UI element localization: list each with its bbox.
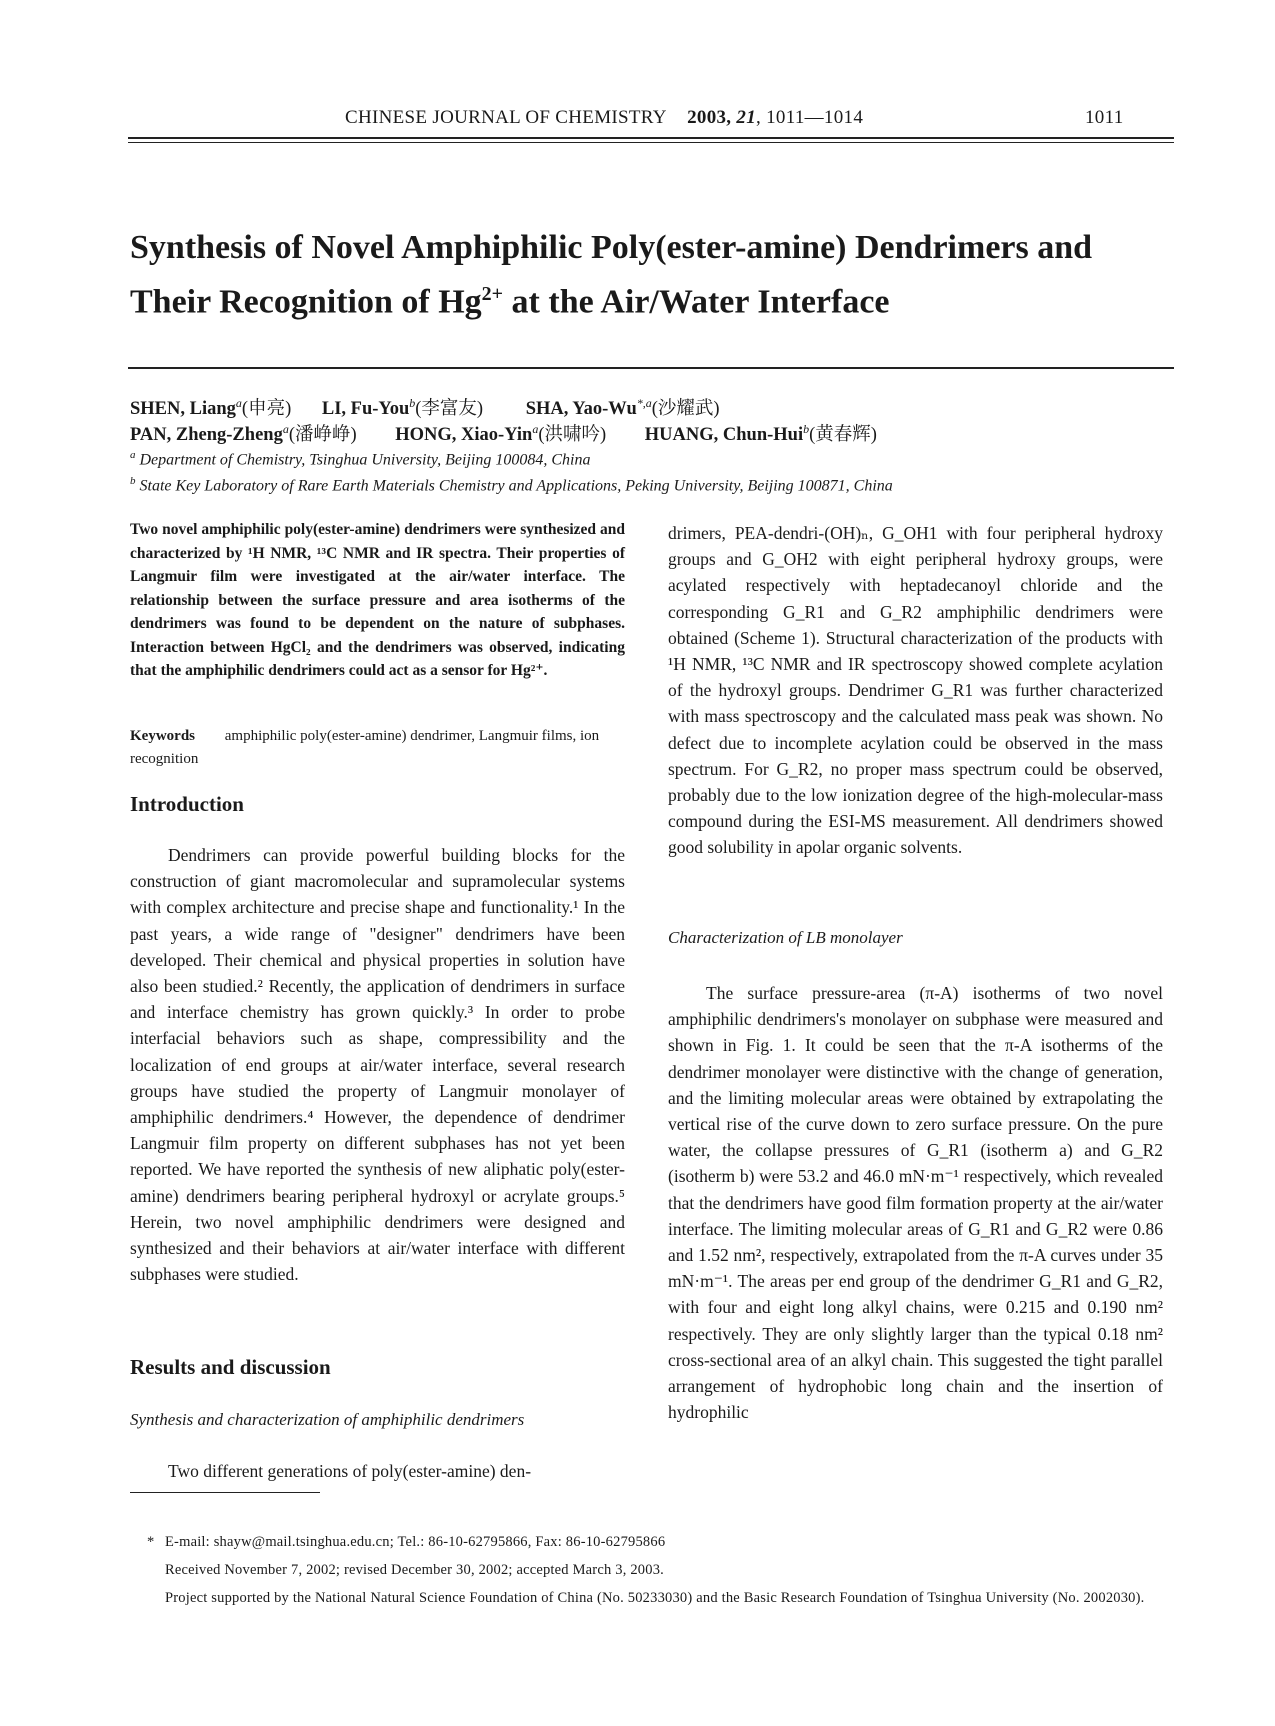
footnote-email-text: E-mail: shayw@mail.tsinghua.edu.cn; Tel.: 86-10-62795866, Fax: 86-10-62795866 [165,1534,666,1550]
keywords [130,725,625,771]
results-heading: Results and discussion [130,1355,331,1379]
introduction-heading: Introduction [130,792,244,816]
author-chinese-name: (沙耀武) [651,399,720,420]
footnote-received: Received November 7, 2002; revised December 30, 2002; accepted March 3, 2003. [165,1562,664,1578]
synthesis-body-continued: drimers, PEA-dendri-(OH)ₙ, G_OH1 with four peripheral hydroxy groups and G_OH2 with eight peripheral hydroxy groups, were acylated respectively with heptadecanoyl chloride and the corresponding G_R1 and G_R2 amphiphilic dendrimers were obtained (Scheme 1). Structural characterization of the products with ¹H NMR, ¹³C NMR and IR spectroscopy showed complete acylation of the hydroxyl groups. Dendrimer G_R1 was further characterized with mass spectroscopy and the calculated mass peak was shown. No defect due to incomplete acylation could be observed in the mass spectrum. For G_R2, no proper mass spectrum could be observed, probably due to the low ionization degree of the high-molecular-mass compound during the ESI-MS measurement. All dendrimers showed good solubility in apolar organic solvents. [668,523,1163,858]
title-line-2-a: Their Recognition of Hg [130,283,482,321]
subsection-synthesis-heading: Synthesis and characterization of amphiphilic dendrimers [130,1410,525,1429]
author-chinese-name: (申亮) [241,399,292,420]
affiliation-mark: a [130,449,136,461]
affiliation-mark: b [130,475,136,487]
author-chinese-name: (洪啸吟) [538,425,607,446]
author-chinese-name: (李富友) [415,399,484,420]
footnote-email [147,1530,1165,1555]
keywords-text: amphiphilic poly(ester-amine) dendrimer, Langmuir films, ion recognition [130,728,600,767]
article-title [130,225,1170,325]
author-affil-mark: a [235,396,242,410]
journal-volume: 21 [736,107,757,128]
author-affil-mark: a [282,422,289,436]
author-affil-mark: b [409,396,416,410]
page-number: 1011 [1085,107,1124,128]
author-name: PAN, Zheng-Zheng [130,425,283,446]
author-affil-mark: b [803,422,810,436]
author-affil-mark: a [532,422,539,436]
synthesis-body-start: Two different generations of poly(ester-amine) den- [168,1461,532,1481]
author-affil-mark: *,a [636,396,652,410]
lb-monolayer-body: The surface pressure-area (π-A) isotherms of two novel amphiphilic dendrimers's monolayer on subphase were measured and shown in Fig. 1. It could be seen that the π-A isotherms of the dendrimer monolayer were distinctive with the change of generation, and the limiting molecular areas were obtained by extrapolating the vertical rise of the curve down to zero surface pressure. On the pure water, the collapse pressures of G_R1 (isotherm a) and G_R2 (isotherm b) were 53.2 and 46.0 mN·m⁻¹ respectively, which revealed that the dendrimers have good film formation property at the air/water interface. The limiting molecular areas of G_R1 and G_R2 were 0.86 and 1.52 nm², respectively, extrapolated from the π-A curves under 35 mN·m⁻¹. The areas per end group of the dendrimer G_R1 and G_R2, with four and eight long alkyl chains, were 0.215 and 0.190 nm² respectively. They are only slightly larger than the typical 0.18 nm² cross-sectional area of an alkyl chain. This suggested the tight parallel arrangement of hydrophobic long chain and the insertion of hydrophilic [668,983,1163,1423]
author-chinese-name: (潘峥峥) [288,425,357,446]
author-name: LI, Fu-You [321,399,410,420]
title-line-1: Synthesis of Novel Amphiphilic Poly(ester-amine) Dendrimers and [130,229,1093,266]
abstract: Two novel amphiphilic poly(ester-amine) dendrimers were synthesized and characterized by ¹H NMR, ¹³C NMR and IR spectra. Their properties of Langmuir film were investigated at the air/water interface. The relationship between the surface pressure and area isotherms of the dendrimers was found to be dependent on the nature of subphases. Interaction between HgCl₂ and the dendrimers was observed, indicating that the amphiphilic dendrimers could act as a sensor for Hg²⁺. [130,521,625,679]
journal-year: 2003, [687,107,732,128]
header-rule-thin [128,142,1174,143]
author-chinese-name: (黄春辉) [809,425,877,446]
author-name: HUANG, Chun-Hui [644,425,804,446]
affiliation-text: State Key Laboratory of Rare Earth Materials Chemistry and Applications, Peking University, Beijing 100871, China [139,477,893,495]
affiliation-text: Department of Chemistry, Tsinghua University, Beijing 100084, China [139,451,591,469]
footnote-rule [130,1492,320,1493]
introduction-body: Dendrimers can provide powerful building blocks for the construction of giant macromolecular and supramolecular systems with complex architecture and precise shape and functionality.¹ In the past years, a wide range of "designer" dendrimers have been developed. Their chemical and physical properties in solution have also been studied.² Recently, the application of dendrimers in surface and interface chemistry has grown quickly.³ In order to probe interfacial behaviors such as shape, compressibility and the localization of end groups at air/water interface, several research groups have studied the property of Langmuir monolayer of amphiphilic dendrimers.⁴ However, the dependence of dendrimer Langmuir film property on different subphases has not yet been reported. We have reported the synthesis of new aliphatic poly(ester-amine) dendrimers bearing peripheral hydroxyl or acrylate groups.⁵ Herein, two novel amphiphilic dendrimers were designed and synthesized and their behaviors at air/water interface with different subphases were studied. [130,845,625,1285]
title-rule [128,367,1174,369]
author-name: SHEN, Liang [130,399,236,420]
author-name: HONG, Xiao-Yin [395,425,533,446]
affiliation-b [130,469,1190,498]
title-line-2 [130,271,1170,325]
title-superscript: 2+ [481,283,504,305]
keywords-label: Keywords [130,728,195,744]
asterisk-icon: * [147,1534,155,1550]
title-line-2-b: at the Air/Water Interface [503,283,890,321]
journal-name: CHINESE JOURNAL OF CHEMISTRY [345,107,667,128]
footnote-project: Project supported by the National Natural Science Foundation of China (No. 50233030) and the Basic Research Foundation of Tsinghua University (No. 2002030). [165,1590,1145,1606]
affiliation-a [130,443,1190,472]
running-header [345,107,863,129]
subsection-lb-heading: Characterization of LB monolayer [668,928,903,947]
journal-pages: , 1011—1014 [756,107,864,128]
author-name: SHA, Yao-Wu [525,399,637,420]
header-rule-thick [128,137,1174,139]
